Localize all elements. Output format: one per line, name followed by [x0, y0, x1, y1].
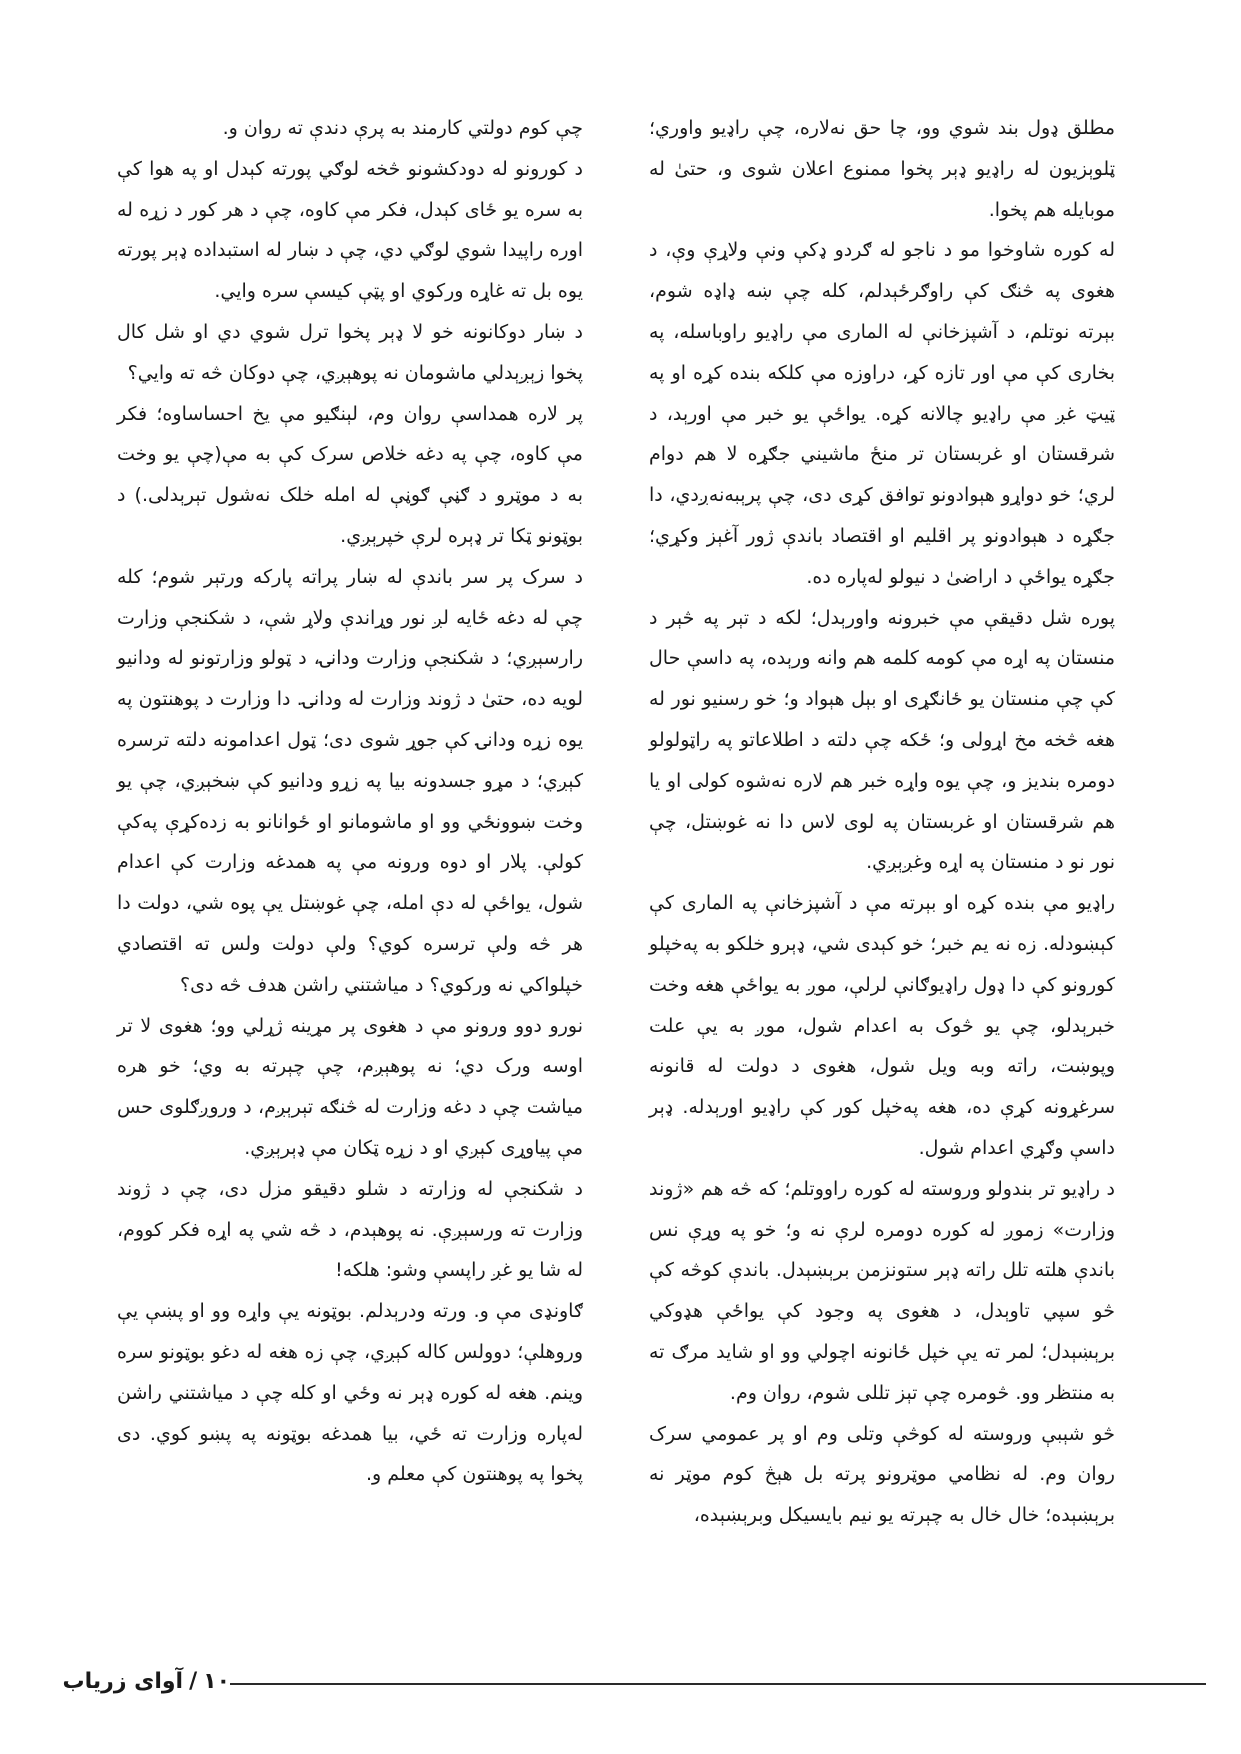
magazine-name: آوای زریاب — [62, 1669, 184, 1694]
paragraph: راډیو مې بنده کړه او بېرته مې د آشپزخانې په الماری کې کېښودله. زه نه یم خبر؛ خو کېدی شي، ډېرو خلکو به په‌خپلو کورونو کې دا ډول راډیوګانې لرلې، موږ به یواځې هغه وخت خبرېدلو، چې یو څوک به اعدام شول، موږ به یې علت وپوښت، راته وبه ویل شول، هغوی د دولت له قانونه سرغړونه کړې ده، هغه په‌خپل کور کې راډیو اورېدله. ډېر داسې وګړي اعدام شول. — [649, 892, 1115, 1159]
paragraph: له کوره شاوخوا مو د ناجو له ګردو ډکې ونې ولاړې وې، د هغوی په څنګ کې راوګرځېدلم، کله چې ښه ډاډه شوم، بېرته نوتلم، د آشپزخانې له الماری مې راډیو راوباسله، په بخاری کې مې اور تازه کړ، دراوزه مې کلکه بنده کړه او په ټیټ غږ مې راډیو چالانه کړه. یواځې یو خبر مې اورېد، د شرقستان او غربستان تر منځ ماشیني جګړه لا هم دوام لري؛ خو دواړو هېوادونو توافق کړی دی، چې پرېبه‌نه‌ږدي، دا جګړه د هېوادونو پر اقلیم او اقتصاد باندې ژور آغېز وکړي؛ جګړه یواځې د اراضیٰ د نیولو له‌پاره ده. — [649, 239, 1115, 588]
paragraph: پوره شل دقیقې مې خبرونه واورېدل؛ لکه د تېر په څېر د منستان په اړه مې کومه کلمه هم وانه ورېده، په داسې حال کې چې منستان یو ځانګړی او بېل هېواد و؛ خو رسنیو نور له هغه څخه مخ اړولی و؛ ځکه چې دلته د اطلاعاتو په راټولولو دومره بندیز و، چې یوه واړه خبر هم لاره نه‌شوه کولی او یا هم شرقستان او غربستان په لوی لاس دا نه غوښتل، چې نور نو د منستان په اړه وغږېږي. — [649, 606, 1115, 874]
page-footer — [20, 1664, 1180, 1700]
paragraph: د ښار دوکانونه خو لا ډېر پخوا ترل شوي دي او شل کال پخوا زېږېدلي ماشومان نه پوهېږي، چې دوکان څه ته وایي؟ — [117, 320, 583, 384]
footer-separator: / — [189, 1669, 198, 1694]
page-number: ۱۰ — [203, 1669, 230, 1694]
paragraph: مطلق ډول بند شوي وو، چا حق نه‌لاره، چې راډیو واوري؛ ټلوېزیون له راډیو ډېر پخوا ممنوع اعلان شوی و، حتیٰ له موبایله هم پخوا. — [649, 117, 1115, 221]
paragraph: نورو دوو ورونو مې د هغوی پر مړینه ژړلي وو؛ هغوی لا تر اوسه ورک دي؛ نه پوهېږم، چې چېرته به وي؛ خو هره میاشت چې د دغه وزارت له څنګه تېرېږم، د وروږګلوی حس مې پیاوړی کېږي او د زړه ټکان مې ډېرېږي. — [117, 1014, 583, 1159]
paragraph: د کورونو له دودکشونو څخه لوګي پورته کېدل او په هوا کې به سره یو ځای کېدل، فکر مې کاوه، چې د هر کور د زړه له اوره راپیدا شوي لوګي دي، چې د ښار له استبداده ډېر پورته یوه بل ته غاړه ورکوي او پټې کیسې سره وایي. — [117, 157, 583, 303]
article-column-left — [117, 108, 583, 1495]
paragraph: پر لاره همداسې روان وم، لېنګیو مې یخ احساساوه؛ فکر مې کاوه، چې په دغه خلاص سرک کې به مې(چې یو وخت به د موټرو د ګڼې ګوڼې له امله خلک نه‌شول تېرېدلی.) د بوټونو ټکا تر ډېره لرې خپرېږي. — [117, 402, 583, 547]
footer-label — [30, 1664, 230, 1700]
paragraph: د سرک پر سر باندې له ښار پراته پارکه ورتېر شوم؛ کله چې له دغه ځایه لږ نور وړاندې ولاړ شې، د شکنجې وزارت رارسېږي؛ د شکنجې وزارت ودانۍ، د ټولو وزارتونو له ودانیو لویه ده، حتیٰ د ژوند وزارت له ودانۍ. دا وزارت د پوهنتون په یوه زړه ودانۍ کې جوړ شوی دی؛ ټول اعدامونه دلته ترسره کېږي؛ د مړو جسدونه بیا په زړو ودانیو کې ښخېږي، چې یو وخت ښوونځي وو او ماشومانو او ځوانانو به زده‌کړې په‌کې کولې. پلار او دوه ورونه مې په همدغه وزارت کې اعدام شول، یواځې له دې امله، چې غوښتل یې پوه شي، دولت دا هر څه ولې ترسره کوي؟ ولې دولت ولس ته اقتصادي خپلواکي نه ورکوي؟ د میاشتني راشن هدف څه دی؟ — [117, 565, 583, 996]
paragraph: د راډیو تر بندولو وروسته له کوره راووتلم؛ که څه هم «ژوند وزارت» زموږ له کوره دومره لرې نه و؛ خو په وړې نس باندې هلته تلل راته ډېر ستونزمن برېښېدل. باندې کوڅه کې څو سپي تاوېدل، د هغوی په وجود کې یواځې هډوکي برېښېدل؛ لمر ته یې خپل ځانونه اچولي وو او شاید مرګ ته به منتظر وو. څومره چې تېز تللی شوم، روان وم. — [649, 1177, 1115, 1404]
paragraph: ګاونډی مې و. ورته ودرېدلم. بوټونه یې واړه وو او پښې یې ورو‌هلې؛ دوولس کاله کېږي، چې زه هغه له دغو بوټونو سره وینم. هغه له کوره ډېر نه وځي او کله چې د میاشتني راشن له‌پاره وزارت ته ځي، بیا همدغه بوټونه په پښو کوي. دی پخوا په پوهنتون کې معلم و. — [117, 1300, 583, 1486]
footer-divider — [230, 1683, 1206, 1685]
paragraph: چې کوم دولتي کارمند به پرې دندې ته روان و. — [222, 117, 583, 139]
paragraph: د شکنجې له وزارته د شلو دقیقو مزل دی، چې د ژوند وزارت ته ورسېږې. نه پوهېدم، د څه شي په اړه فکر کووم، له شا یو غږ راپسې وشو: هلکه! — [117, 1177, 583, 1282]
paragraph: څو شېبې وروسته له کوڅې وتلی وم او پر عمومي سرک روان وم. له نظامي موټرونو پرته بل هېڅ کوم موټر نه برېښېده؛ خال خال به چېرته یو نیم بایسیکل وبرېښېده، — [649, 1422, 1115, 1527]
article-column-right — [649, 108, 1115, 1536]
